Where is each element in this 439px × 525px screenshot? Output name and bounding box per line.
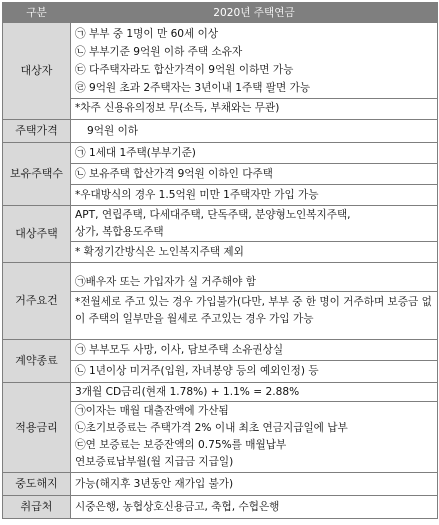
row-value-own-count bbox=[71, 143, 438, 206]
row-value-target bbox=[71, 23, 438, 120]
house-type-list bbox=[71, 206, 437, 242]
row-label-termination: 계약종료 bbox=[3, 340, 71, 383]
target-line-4: ㉣ 9억원 초과 2주택자는 3년이내 1주택 팔면 가능 bbox=[75, 82, 311, 94]
table-row-early-termination bbox=[3, 473, 438, 496]
rate-formula: 3개월 CD금리(현재 1.78%) + 1.1% = 2.88% bbox=[71, 383, 437, 402]
house-type-line-1: APT, 연립주택, 다세대주택, 단독주택, 분양형노인복지주택, bbox=[75, 209, 351, 221]
row-value-rate bbox=[71, 383, 438, 473]
table-row-house-type bbox=[3, 206, 438, 263]
table-row-residence bbox=[3, 263, 438, 340]
row-label-own-count: 보유주택수 bbox=[3, 143, 71, 206]
table-row-handler bbox=[3, 496, 438, 519]
own-count-line-1: ㉠ 1세대 1주택(부부기준) bbox=[71, 143, 437, 164]
pension-table-container bbox=[2, 2, 437, 523]
rate-detail-4: 연보증료납부월(월 지급금 지급일) bbox=[75, 456, 234, 468]
residence-line-1: ㉠배우자 또는 가입자가 실 거주해야 함 bbox=[71, 273, 437, 292]
table-row-house-price bbox=[3, 120, 438, 143]
table-row-target bbox=[3, 23, 438, 120]
table-header-row bbox=[3, 3, 438, 23]
own-count-note: *우대방식의 경우 1.5억원 미만 1주택자만 가입 가능 bbox=[75, 189, 319, 201]
row-value-house-type bbox=[71, 206, 438, 263]
rate-detail-2: ㉡초기보증료는 주택가격 2% 이내 최초 연금지급일에 납부 bbox=[75, 422, 348, 434]
target-line-3: ㉢ 다주택자라도 합산가격이 9억원 이하면 가능 bbox=[75, 64, 294, 76]
row-label-residence: 거주요건 bbox=[3, 263, 71, 340]
target-line-1: ㉠ 부부 중 1명이 만 60세 이상 bbox=[75, 28, 219, 40]
residence-note: *전월세로 주고 있는 경우 가입불가(다만, 부부 중 한 명이 거주하며 보증금 없이 주택의 일부만을 월세로 주고있는 경우 가입 가능 bbox=[75, 295, 432, 325]
row-value-termination bbox=[71, 340, 438, 383]
row-value-house-price: 9억원 이하 bbox=[71, 120, 438, 143]
house-type-line-2: 상가, 복합용도주택 bbox=[75, 226, 164, 238]
target-conditions bbox=[71, 25, 437, 99]
house-type-note: * 확정기간방식은 노인복지주택 제외 bbox=[75, 246, 244, 258]
termination-line-2: ㉡ 1년이상 미거주(입원, 자녀봉양 등의 예외인정) 등 bbox=[75, 365, 319, 377]
row-label-target: 대상자 bbox=[3, 23, 71, 120]
rate-detail-3: ㉢연 보증료는 보증잔액의 0.75%를 매월납부 bbox=[75, 439, 287, 451]
rate-detail-1: ㉠이자는 매월 대출잔액에 가산됨 bbox=[75, 405, 229, 417]
row-label-handler: 취급처 bbox=[3, 496, 71, 519]
table-row-own-count bbox=[3, 143, 438, 206]
row-label-rate: 적용금리 bbox=[3, 383, 71, 473]
row-label-house-type: 대상주택 bbox=[3, 206, 71, 263]
termination-line-1: ㉠ 부부모두 사망, 이사, 담보주택 소유권상실 bbox=[71, 340, 437, 361]
target-line-2: ㉡ 부부기준 9억원 이하 주택 소유자 bbox=[75, 46, 243, 58]
table-row-termination bbox=[3, 340, 438, 383]
pension-comparison-table bbox=[2, 2, 438, 519]
table-row-rate bbox=[3, 383, 438, 473]
header-title: 2020년 주택연금 bbox=[71, 3, 438, 23]
row-value-early-termination: 가능(해지후 3년동안 재가입 불가) bbox=[71, 473, 438, 496]
own-count-line-2: ㉡ 보유주택 합산가격 9억원 이하인 다주택 bbox=[71, 164, 437, 185]
row-label-house-price: 주택가격 bbox=[3, 120, 71, 143]
row-label-early-termination: 중도해지 bbox=[3, 473, 71, 496]
target-note: *차주 신용유의정보 무(소득, 부채와는 무관) bbox=[75, 102, 280, 114]
rate-details bbox=[71, 402, 437, 472]
row-value-handler: 시중은행, 농협상호신용금고, 축협, 수협은행 bbox=[71, 496, 438, 519]
header-category: 구분 bbox=[3, 3, 71, 23]
row-value-residence bbox=[71, 263, 438, 340]
